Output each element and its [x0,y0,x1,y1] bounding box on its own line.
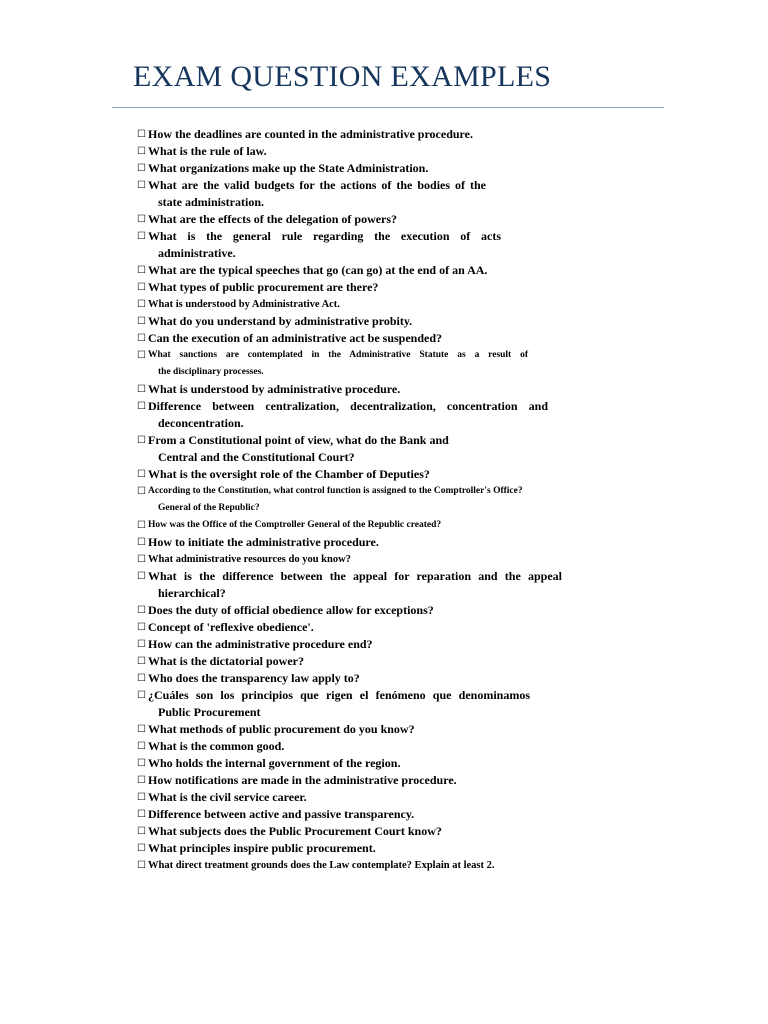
question-item [137,466,567,483]
question-item [137,568,567,602]
question-text: What administrative resources do you know? [148,554,351,565]
question-text: How notifications are made in the administrative procedure. [148,773,457,787]
question-text: How can the administrative procedure end? [148,637,373,651]
question-item [137,160,567,177]
question-item [137,126,567,143]
question-text: What is understood by administrative procedure. [148,382,401,396]
question-text: How to initiate the administrative procedure. [148,535,379,549]
question-text: What is the common good. [148,739,285,753]
checkbox-bullet-icon: ☐ [137,639,146,650]
checkbox-bullet-icon: ☐ [137,435,146,446]
question-text: Can the execution of an administrative act be suspended? [148,331,443,345]
checkbox-bullet-icon: ☐ [137,469,146,480]
question-item [137,398,567,432]
question-text-continuation: deconcentration. [158,416,244,430]
question-text: What is the oversight role of the Chamber of Deputies? [148,467,430,481]
question-text: What is the civil service career. [148,790,307,804]
checkbox-bullet-icon: ☐ [137,571,146,582]
question-item [137,772,567,789]
question-item [137,432,567,466]
checkbox-bullet-icon: ☐ [137,656,146,667]
question-text: How was the Office of the Comptroller General of the Republic created? [148,520,442,530]
checkbox-bullet-icon: ☐ [137,673,146,684]
checkbox-bullet-icon: ☐ [137,809,146,820]
question-text: Who holds the internal government of the region. [148,756,401,770]
question-item [137,517,567,534]
question-text: According to the Constitution, what control function is assigned to the Comptroller's Office? [148,486,523,496]
checkbox-bullet-icon: ☐ [137,350,146,361]
question-text: What subjects does the Public Procurement Court know? [148,824,442,838]
question-text: What are the effects of the delegation of powers? [148,212,398,226]
question-text-continuation: state administration. [158,195,264,209]
question-text: How the deadlines are counted in the administrative procedure. [148,127,473,141]
question-item [137,262,567,279]
checkbox-bullet-icon: ☐ [137,622,146,633]
question-text-continuation: hierarchical? [158,586,226,600]
checkbox-bullet-icon: ☐ [137,129,146,140]
question-text: ¿Cuáles son los principios que rigen el fenómeno que denominamos [148,688,530,702]
question-list [137,126,567,874]
question-text-continuation: administrative. [158,246,236,260]
question-item [137,806,567,823]
question-text: What do you understand by administrative probity. [148,314,413,328]
checkbox-bullet-icon: ☐ [137,231,146,242]
checkbox-bullet-icon: ☐ [137,724,146,735]
question-item [137,347,567,381]
question-text: What sanctions are contemplated in the Administrative Statute as a result of [148,350,528,360]
question-text: What is the difference between the appeal for reparation and the appeal [148,569,562,583]
checkbox-bullet-icon: ☐ [137,758,146,769]
question-text: What principles inspire public procurement. [148,841,376,855]
checkbox-bullet-icon: ☐ [137,860,146,871]
question-text: Difference between active and passive transparency. [148,807,415,821]
question-text: What is the rule of law. [148,144,267,158]
checkbox-bullet-icon: ☐ [137,316,146,327]
question-item [137,602,567,619]
question-item [137,619,567,636]
question-text: From a Constitutional point of view, what do the Bank and [148,433,449,447]
question-text-continuation: the disciplinary processes. [158,367,264,377]
checkbox-bullet-icon: ☐ [137,486,146,497]
question-text-continuation: Public Procurement [158,705,261,719]
question-text-continuation: General of the Republic? [158,503,260,513]
checkbox-bullet-icon: ☐ [137,214,146,225]
question-item [137,823,567,840]
checkbox-bullet-icon: ☐ [137,741,146,752]
checkbox-bullet-icon: ☐ [137,826,146,837]
question-item [137,755,567,772]
checkbox-bullet-icon: ☐ [137,537,146,548]
question-text: Who does the transparency law apply to? [148,671,360,685]
question-item [137,228,567,262]
question-item [137,551,567,568]
question-item [137,840,567,857]
question-item [137,330,567,347]
checkbox-bullet-icon: ☐ [137,146,146,157]
checkbox-bullet-icon: ☐ [137,843,146,854]
question-text: What are the typical speeches that go (can go) at the end of an AA. [148,263,488,277]
question-text: What direct treatment grounds does the Law contemplate? Explain at least 2. [148,860,495,871]
checkbox-bullet-icon: ☐ [137,180,146,191]
checkbox-bullet-icon: ☐ [137,792,146,803]
checkbox-bullet-icon: ☐ [137,163,146,174]
question-item [137,857,567,874]
question-text: Difference between centralization, decentralization, concentration and [148,399,548,413]
title-divider [112,107,664,108]
question-text: What types of public procurement are there? [148,280,379,294]
question-item [137,653,567,670]
question-item [137,534,567,551]
question-item [137,143,567,160]
checkbox-bullet-icon: ☐ [137,299,146,310]
question-text: What organizations make up the State Administration. [148,161,429,175]
question-item [137,721,567,738]
checkbox-bullet-icon: ☐ [137,282,146,293]
question-item [137,738,567,755]
question-text: What is understood by Administrative Act. [148,299,340,310]
question-text: What are the valid budgets for the actions of the bodies of the [148,178,486,192]
question-text: What is the dictatorial power? [148,654,304,668]
question-item [137,670,567,687]
question-text: What methods of public procurement do you know? [148,722,415,736]
question-item [137,296,567,313]
question-item [137,211,567,228]
question-text: Concept of 'reflexive obedience'. [148,620,314,634]
checkbox-bullet-icon: ☐ [137,333,146,344]
checkbox-bullet-icon: ☐ [137,265,146,276]
question-item [137,279,567,296]
question-item [137,177,567,211]
question-text: What is the general rule regarding the execution of acts [148,229,501,243]
checkbox-bullet-icon: ☐ [137,401,146,412]
checkbox-bullet-icon: ☐ [137,605,146,616]
question-item [137,381,567,398]
question-item [137,636,567,653]
question-text: Does the duty of official obedience allow for exceptions? [148,603,434,617]
question-text-continuation: Central and the Constitutional Court? [158,450,355,464]
checkbox-bullet-icon: ☐ [137,775,146,786]
question-item [137,687,567,721]
checkbox-bullet-icon: ☐ [137,554,146,565]
checkbox-bullet-icon: ☐ [137,520,146,531]
page-title: EXAM QUESTION EXAMPLES [133,60,552,93]
question-item [137,313,567,330]
question-item [137,789,567,806]
checkbox-bullet-icon: ☐ [137,690,146,701]
question-item [137,483,567,517]
checkbox-bullet-icon: ☐ [137,384,146,395]
